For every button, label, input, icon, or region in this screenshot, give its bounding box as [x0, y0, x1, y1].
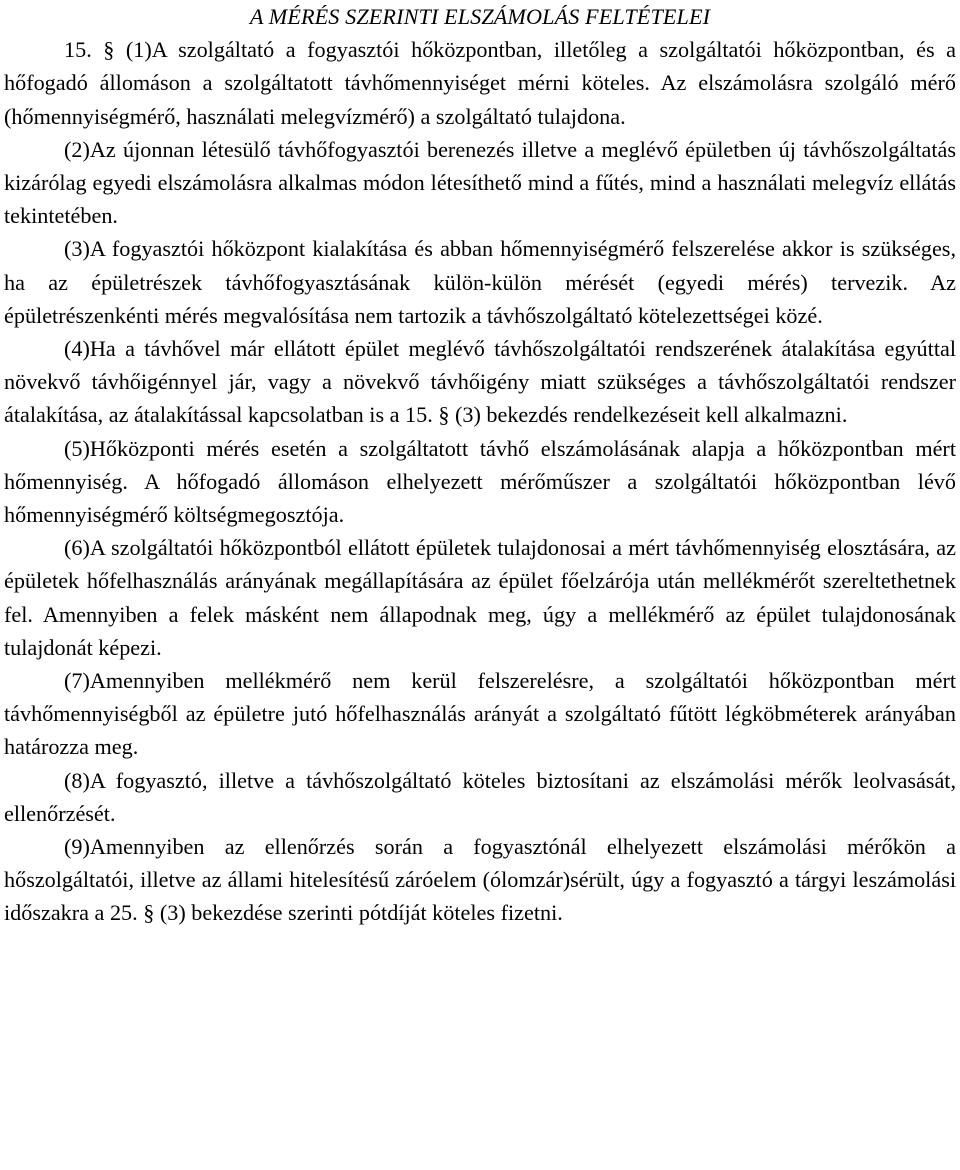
document-heading: A MÉRÉS SZERINTI ELSZÁMOLÁS FELTÉTELEI — [249, 4, 711, 29]
paragraph-15-9: (9)Amennyiben az ellenőrzés során a fogyasztónál elhelyezett elszámolási mérőkön a hőszolgáltatói, illetve az állami hitelesítésű záróelem (ólomzár)sérült, úgy a fogyasztó a tárgyi leszámolási időszakra a 25. § (3) bekezdése szerinti pótdíját köteles fizetni. — [4, 834, 956, 926]
paragraph-15-2: (2)Az újonnan létesülő távhőfogyasztói berenezés illetve a meglévő épületben új távhőszolgáltatás kizárólag egyedi elszámolásra alkalmas módon létesíthető mind a fűtés, mind a használati melegvíz ellátás tekintetében. — [4, 136, 956, 229]
paragraph-15-1: 15. § (1)A szolgáltató a fogyasztói hőközpontban, illetőleg a szolgáltatói hőközpontban, és a hőfogadó állomáson a szolgáltatott távhőmennyiséget mérni köteles. Az elszámolásra szolgáló mérő (hőmennyiségmérő, használati melegvízmérő) a szolgáltató tulajdona. — [4, 37, 956, 129]
paragraph-15-6: (6)A szolgáltatói hőközpontból ellátott épületek tulajdonosai a mért távhőmennyiség elosztására, az épületek hőfelhasználás arányának megállapítására az épület főelzárója után mellékmérőt szereltethetnek fel. Amennyiben a felek másként nem állapodnak meg, úgy a mellékmérő az épület tulajdonosának tulajdonát képezi. — [4, 535, 956, 660]
paragraph-15-3: (3)A fogyasztói hőközpont kialakítása és abban hőmennyiségmérő felszerelése akkor is szükséges, ha az épületrészek távhőfogyasztásának külön-külön mérését (egyedi mérés) tervezik. Az épületrészenkénti mérés megvalósítása nem tartozik a távhőszolgáltató kötelezettségei közé. — [4, 236, 956, 328]
paragraph-15-4: (4)Ha a távhővel már ellátott épület meglévő távhőszolgáltatói rendszerének átalakítása egyúttal növekvő távhőigénnyel jár, vagy a növekvő távhőigény miatt szükséges a távhőszolgáltatói rendszer átalakítása, az átalakítással kapcsolatban is a 15. § (3) bekezdés rendelkezéseit kell alkalmazni. — [4, 336, 956, 428]
paragraph-15-5: (5)Hőközponti mérés esetén a szolgáltatott távhő elszámolásának alapja a hőközpontban mért hőmennyiség. A hőfogadó állomáson elhelyezett mérőműszer a szolgáltatói hőközpontban lévő hőmennyiségmérő költségmegosztója. — [4, 435, 956, 528]
paragraph-15-7: (7)Amennyiben mellékmérő nem kerül felszerelésre, a szolgáltatói hőközpontban mért távhőmennyiségből az épületre jutó hőfelhasználás arányát a szolgáltató fűtött légköbméterek arányában határozza meg. — [4, 668, 956, 760]
paragraph-15-8: (8)A fogyasztó, illetve a távhőszolgáltató köteles biztosítani az elszámolási mérők leolvasását, ellenőrzését. — [4, 767, 956, 826]
